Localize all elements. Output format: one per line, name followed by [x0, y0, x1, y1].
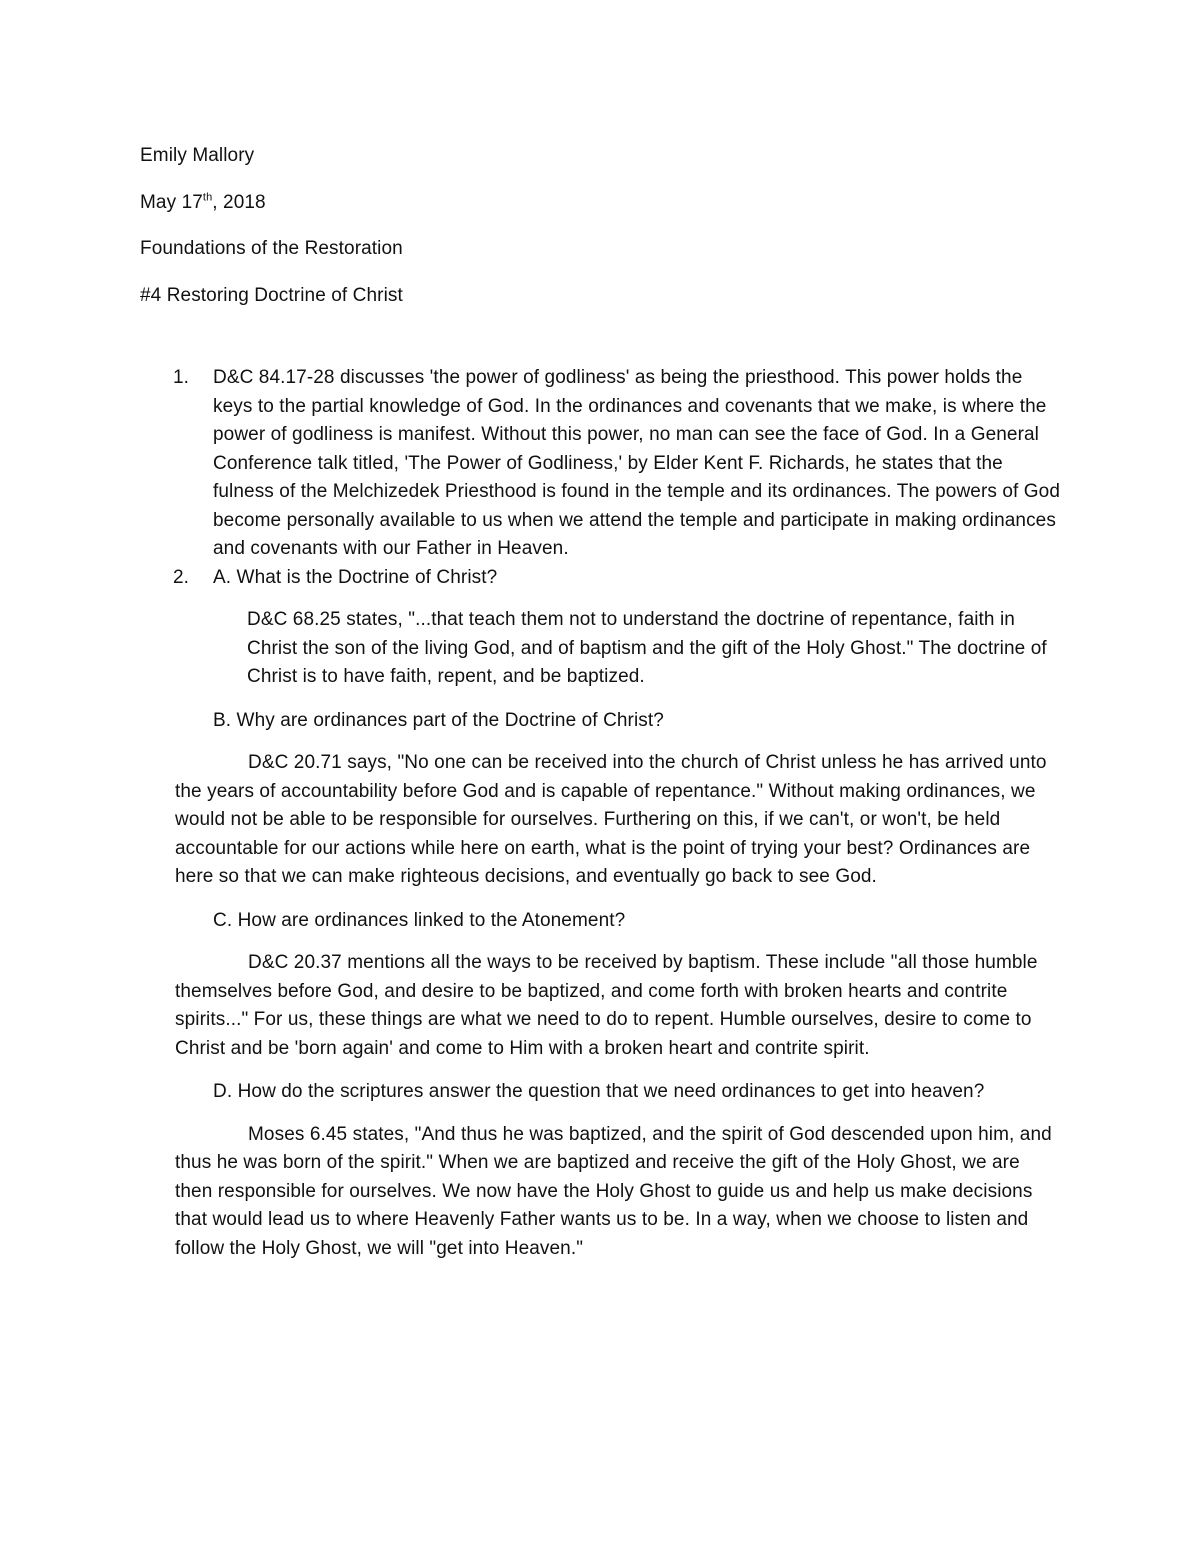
answer-c: D&C 20.37 mentions all the ways to be received by baptism. These include "all those humble themselves before God, and desire to be baptized, and come forth with broken hearts and contrite spirits..." For us, these things are what we need to do to repent. Humble ourselves, desire to come to Christ and be 'born again' and come to Him with a broken heart and contrite spirit.	[175, 952, 1038, 1059]
question-d: D. How do the scriptures answer the question that we need ordinances to get into heaven?	[213, 1081, 985, 1102]
list-item-1	[140, 364, 1060, 564]
date-month-day: May 17	[140, 191, 203, 213]
course-title: Foundations of the Restoration	[140, 238, 403, 259]
list-number: 1.	[173, 367, 190, 388]
document-date	[140, 189, 1060, 218]
spacer	[140, 328, 1060, 364]
answer-a: D&C 68.25 states, "...that teach them not to understand the doctrine of repentance, faith in Christ the son of the living God, and of baptism and the gift of the Holy Ghost." The doctrine of Christ is to have faith, repent, and be baptized.	[247, 609, 1047, 687]
answer-a-block	[140, 606, 1060, 692]
assignment-title: #4 Restoring Doctrine of Christ	[140, 284, 403, 306]
date-suffix: th	[202, 191, 213, 204]
question-c: C. How are ordinances linked to the Atonement?	[213, 909, 626, 931]
answer-b: D&C 20.71 says, "No one can be received into the church of Christ unless he has arrived unto the years of accountability before God and is capable of repentance." Without making ordinances, we would not be able to be responsible for ourselves. Furthering on this, if we can't, or won't, be held accountable for our actions while here on earth, what is the point of trying your best? Ordinances are here so that we can make righteous decisions, and eventually go back to see God.	[175, 752, 1047, 887]
question-a: A. What is the Doctrine of Christ?	[213, 566, 498, 588]
list-item-2	[140, 564, 1060, 593]
list-number: 2.	[173, 566, 190, 588]
date-year: , 2018	[212, 191, 266, 213]
question-b: B. Why are ordinances part of the Doctrine of Christ?	[213, 709, 664, 731]
list-item-text: D&C 84.17-28 discusses 'the power of godliness' as being the priesthood. This power holds the keys to the partial knowledge of God. In the ordinances and covenants that we make, is where the power of godliness is manifest. Without this power, no man can see the face of God. In a General Conference talk titled, 'The Power of Godliness,' by Elder Kent F. Richards, he states that the fulness of the Melchizedek Priesthood is found in the temple and its ordinances. The powers of God become personally available to us when we attend the temple and participate in making ordinances and covenants with our Father in Heaven.	[213, 367, 1060, 559]
answer-d: Moses 6.45 states, "And thus he was baptized, and the spirit of God descended upon him, and thus he was born of the spirit." When we are baptized and receive the gift of the Holy Ghost, we are then responsible for ourselves. We now have the Holy Ghost to guide us and help us make decisions that would lead us to where Heavenly Father wants us to be. In a way, when we choose to listen and follow the Holy Ghost, we will "get into Heaven."	[175, 1123, 1052, 1259]
document-body	[140, 142, 1060, 1278]
author-name: Emily Mallory	[140, 145, 255, 166]
